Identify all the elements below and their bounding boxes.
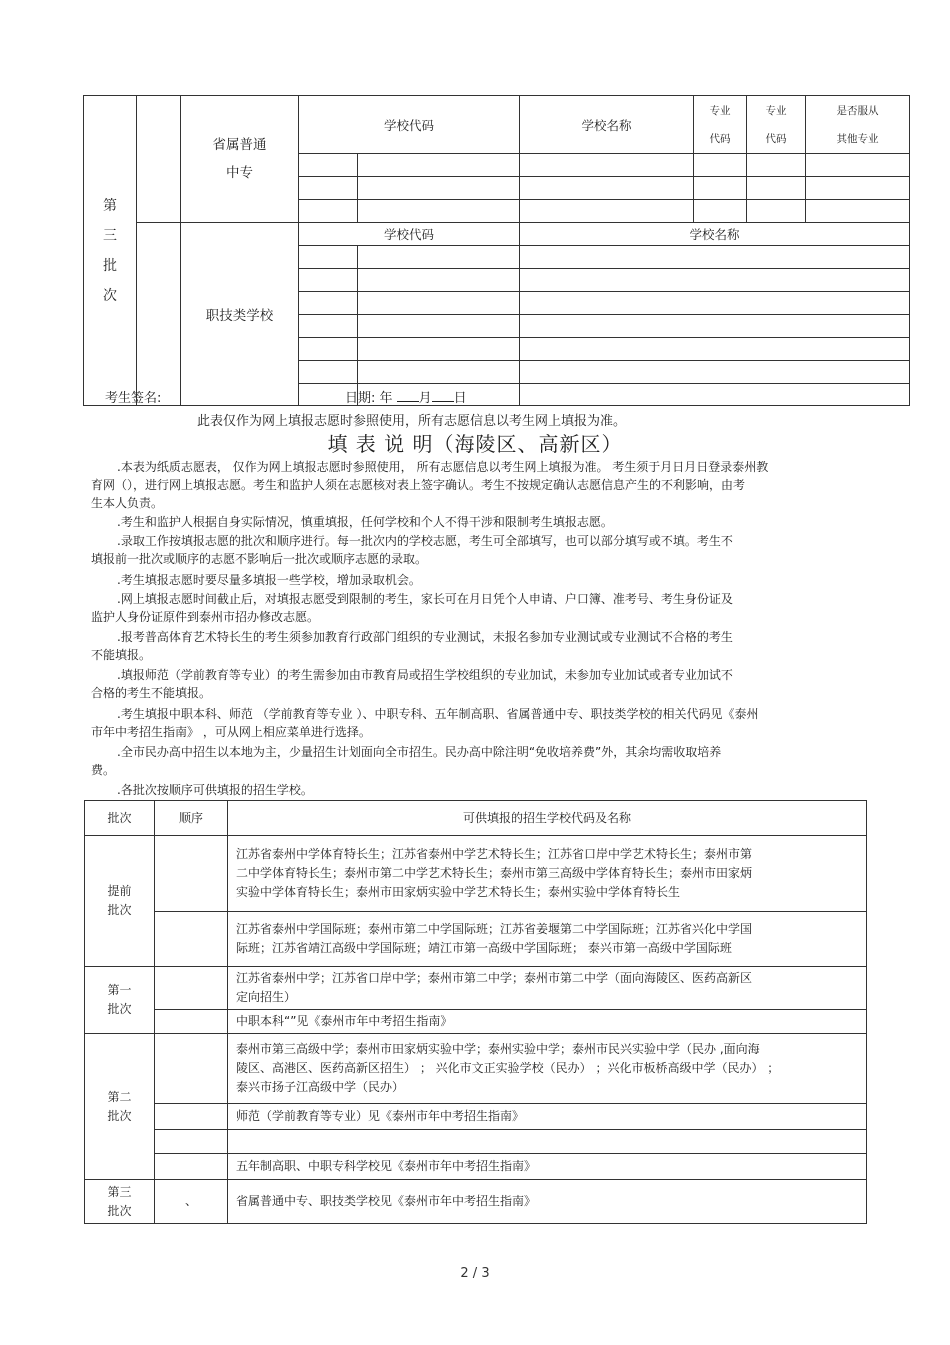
order-cell (155, 1034, 228, 1104)
col-school-code-header: 学校代码 (299, 96, 520, 154)
code-cell-a[interactable] (299, 154, 358, 177)
day-blank[interactable] (432, 389, 454, 402)
col-school-code-header-2: 学校代码 (299, 223, 520, 246)
row-line: 江苏省泰州中学国际班；泰州市第二中学国际班；江苏省姜堰第二中学国际班；江苏省兴化中学国 (236, 922, 753, 936)
code-cell-b[interactable] (358, 269, 520, 292)
first-row-1 (228, 967, 867, 1010)
batch-second (85, 1034, 155, 1180)
name-cell[interactable] (520, 292, 910, 315)
batch-third (85, 1180, 155, 1224)
name-cell[interactable] (520, 269, 910, 292)
major-code-1-line1: 专业 (709, 104, 731, 117)
code-cell-b[interactable] (358, 292, 520, 315)
instruction-line: 市年中考招生指南》 ，可从网上相应菜单进行选择。 (91, 725, 371, 739)
name-cell[interactable] (520, 361, 910, 384)
col-obey-other-major-header (806, 96, 910, 154)
batch-early-line2: 批次 (107, 903, 132, 917)
order-cell (155, 1130, 228, 1154)
instruction-line: .各批次按顺序可供填报的招生学校。 (117, 783, 313, 797)
col-school-name-header-2: 学校名称 (520, 223, 910, 246)
batch-third-line1: 第三 (107, 1184, 132, 1199)
major-code-1-line2: 代码 (709, 132, 731, 145)
instruction-7 (91, 666, 733, 702)
month-label: 月 (418, 391, 432, 406)
instruction-line: 合格的考生不能填报。 (91, 686, 212, 700)
section-vocational-schools: 职技类学校 (181, 223, 299, 406)
day-label: 日 (453, 391, 467, 406)
obey-cell[interactable] (806, 177, 910, 200)
instruction-line: .全市民办高中招生以本地为主，少量招生计划面向全市招生。民办高中除注明“免收培养费”外，其余均需收取培养 (117, 745, 722, 759)
name-cell[interactable] (520, 384, 910, 406)
obey-cell[interactable] (806, 200, 910, 223)
instruction-line: .本表为纸质志愿表， 仅作为网上填报志愿时参照使用， 所有志愿信息以考生网上填报为准。 考生须于月日月日登录泰州教 (117, 460, 769, 474)
code-cell-a[interactable] (299, 315, 358, 338)
order-cell (155, 1104, 228, 1130)
second-row-2: 师范（学前教育等专业）见《泰州市年中考招生指南》 (228, 1104, 867, 1130)
batch-char-1: 第 (103, 197, 117, 214)
batch-third-line2: 批次 (107, 1203, 132, 1218)
obey-line1: 是否服从 (836, 104, 879, 117)
code-cell-a[interactable] (299, 361, 358, 384)
third-row-1: 省属普通中专、职技类学校见《泰州市年中考招生指南》 (228, 1180, 867, 1224)
code-cell-a[interactable] (299, 269, 358, 292)
row-line: 实验中学体育特长生；泰州市田家炳实验中学艺术特长生；泰州实验中学体育特长生 (236, 885, 681, 899)
order-cell (155, 912, 228, 967)
major-code-2-line2: 代码 (765, 132, 787, 145)
batch-char-3: 批 (103, 257, 117, 274)
major1-cell[interactable] (694, 200, 747, 223)
instruction-8 (91, 705, 758, 741)
order-cell (155, 967, 228, 1010)
header-batch: 批次 (85, 801, 155, 836)
third-order-cell: 、 (155, 1180, 228, 1224)
blank-order-cell-1[interactable] (137, 96, 181, 223)
instruction-line: 育网（），进行网上填报志愿。考生和监护人须在志愿核对表上签字确认。考生不按规定确认志愿信息产生的不利影响，由考 (91, 478, 746, 492)
batch-first-line2: 批次 (107, 1002, 132, 1016)
instruction-line: .录取工作按填报志愿的批次和顺序进行。每一批次内的学校志愿，考生可全部填写，也可以部分填写或不填。考生不 (117, 534, 733, 548)
row-line: 江苏省泰州中学体育特长生；江苏省泰州中学艺术特长生；江苏省口岸中学艺术特长生；泰州市第 (236, 847, 753, 861)
date-field (345, 387, 467, 406)
batch-first (85, 967, 155, 1034)
col-major-code-header-1 (694, 96, 747, 154)
row-line: 江苏省泰州中学；江苏省口岸中学；泰州市第二中学；泰州市第二中学（面向海陵区、医药高新区 (236, 971, 753, 985)
student-signature-label: 考生签名: (105, 391, 162, 406)
code-cell-a[interactable] (299, 292, 358, 315)
row-line: 定向招生） (236, 990, 297, 1004)
instruction-line: 监护人身份证原件到泰州市招办修改志愿。 (91, 610, 320, 624)
major2-cell[interactable] (747, 177, 806, 200)
instruction-9 (91, 743, 721, 779)
third-batch-form-table (83, 95, 910, 406)
instruction-line: .填报师范（学前教育等专业）的考生需参加由市教育局或招生学校组织的专业加试，未参加专业加试或者专业加试不 (117, 668, 733, 682)
date-label: 日期: 年 (345, 391, 393, 406)
code-cell-b[interactable] (358, 177, 520, 200)
code-cell-a[interactable] (299, 177, 358, 200)
section-provincial-secondary (181, 96, 299, 223)
batch-early (85, 836, 155, 967)
major1-cell[interactable] (694, 177, 747, 200)
instruction-line: .考生填报中职本科、师范 （学前教育等专业 ）、中职专科、五年制高职、省属普通中专、职技类学校的相关代码见《泰州 (117, 707, 759, 721)
header-order: 顺序 (155, 801, 228, 836)
name-cell[interactable] (520, 246, 910, 269)
code-cell-b[interactable] (358, 246, 520, 269)
row-line: 泰兴市扬子江高级中学（民办） (236, 1080, 405, 1094)
section1-line2: 中专 (226, 165, 253, 181)
reference-notice: 此表仅作为网上填报志愿时参照使用，所有志愿信息以考生网上填报为准。 (197, 414, 627, 429)
instruction-line: 生本人负责。 (91, 496, 164, 510)
major-code-2-line1: 专业 (765, 104, 787, 117)
row-line: 二中学体育特长生；泰州市第二中学艺术特长生；泰州市第三高级中学体育特长生；泰州市田家炳 (236, 866, 753, 880)
major1-cell[interactable] (694, 154, 747, 177)
batch-first-line1: 第一 (107, 983, 132, 997)
instruction-line: .考生填报志愿时要尽量多填报一些学校，增加录取机会。 (117, 573, 421, 587)
code-cell-a[interactable] (299, 246, 358, 269)
major2-cell[interactable] (747, 200, 806, 223)
instruction-line: .考生和监护人根据自身实际情况，慎重填报，任何学校和个人不得干涉和限制考生填报志愿。 (117, 515, 613, 529)
name-cell[interactable] (520, 154, 694, 177)
col-major-code-header-2 (747, 96, 806, 154)
name-cell[interactable] (520, 338, 910, 361)
code-cell-b[interactable] (358, 338, 520, 361)
instruction-2 (91, 513, 613, 531)
schools-by-batch-table (84, 800, 867, 1224)
obey-line2: 其他专业 (836, 132, 879, 145)
code-cell-b[interactable] (358, 154, 520, 177)
name-cell[interactable] (520, 315, 910, 338)
batch-second-line1: 第二 (107, 1089, 132, 1104)
col-school-name-header: 学校名称 (520, 96, 694, 154)
row-line: 泰州市第三高级中学；泰州市田家炳实验中学；泰州实验中学；泰州市民兴实验中学（民办 ,面向海 (236, 1042, 760, 1056)
batch-label-cell (84, 96, 137, 406)
order-cell (155, 836, 228, 912)
code-cell-a[interactable] (299, 338, 358, 361)
second-row-4: 五年制高职、中职专科学校见《泰州市年中考招生指南》 (228, 1154, 867, 1180)
batch-early-line1: 提前 (107, 884, 132, 898)
instruction-line: 填报前一批次或顺序的志愿不影响后一批次或顺序志愿的录取。 (91, 552, 428, 566)
instruction-3 (91, 532, 733, 568)
code-cell-b[interactable] (358, 200, 520, 223)
second-row-3 (228, 1130, 867, 1154)
name-cell[interactable] (520, 177, 694, 200)
instruction-1 (91, 458, 768, 512)
name-cell[interactable] (520, 200, 694, 223)
batch-second-line2: 批次 (107, 1108, 132, 1123)
instruction-5 (91, 590, 733, 626)
row-line: 际班；江苏省靖江高级中学国际班；靖江市第一高级中学国际班； 泰兴市第一高级中学国际班 (236, 941, 732, 955)
code-cell-a[interactable] (299, 200, 358, 223)
obey-cell[interactable] (806, 154, 910, 177)
instruction-6 (91, 628, 733, 664)
first-row-2: 中职本科“”见《泰州市年中考招生指南》 (228, 1010, 867, 1034)
order-cell (155, 1010, 228, 1034)
early-row-1 (228, 836, 867, 912)
page-number: 2 / 3 (460, 1266, 490, 1281)
second-row-1 (228, 1034, 867, 1104)
instruction-10 (91, 781, 313, 799)
instruction-line: .报考普高体育艺术特长生的考生须参加教育行政部门组织的专业测试，未报名参加专业测试或专业测试不合格的考生 (117, 630, 733, 644)
instruction-line: 不能填报。 (91, 648, 152, 662)
code-cell-b[interactable] (358, 361, 520, 384)
major2-cell[interactable] (747, 154, 806, 177)
batch-char-4: 次 (103, 287, 117, 304)
section1-line1: 省属普通 (212, 137, 267, 153)
batch-char-2: 三 (103, 227, 117, 244)
instruction-line: 费。 (91, 763, 116, 777)
early-row-2 (228, 912, 867, 967)
page-title: 填 表 说 明（海陵区、高新区） (327, 432, 623, 456)
instruction-4 (91, 571, 421, 589)
header-schools: 可供填报的招生学校代码及名称 (228, 801, 867, 836)
row-line: 陵区、高港区、医药高新区招生） ； 兴化市文正实验学校（民办） ；兴化市板桥高级中学（民办） ； (236, 1061, 780, 1075)
code-cell-b[interactable] (358, 315, 520, 338)
instruction-line: .网上填报志愿时间截止后，对填报志愿受到限制的考生，家长可在月日凭个人申请、户口簿、准考号、考生身份证及 (117, 592, 733, 606)
blank-order-cell-2[interactable] (137, 223, 181, 406)
order-cell (155, 1154, 228, 1180)
month-blank[interactable] (397, 389, 419, 402)
